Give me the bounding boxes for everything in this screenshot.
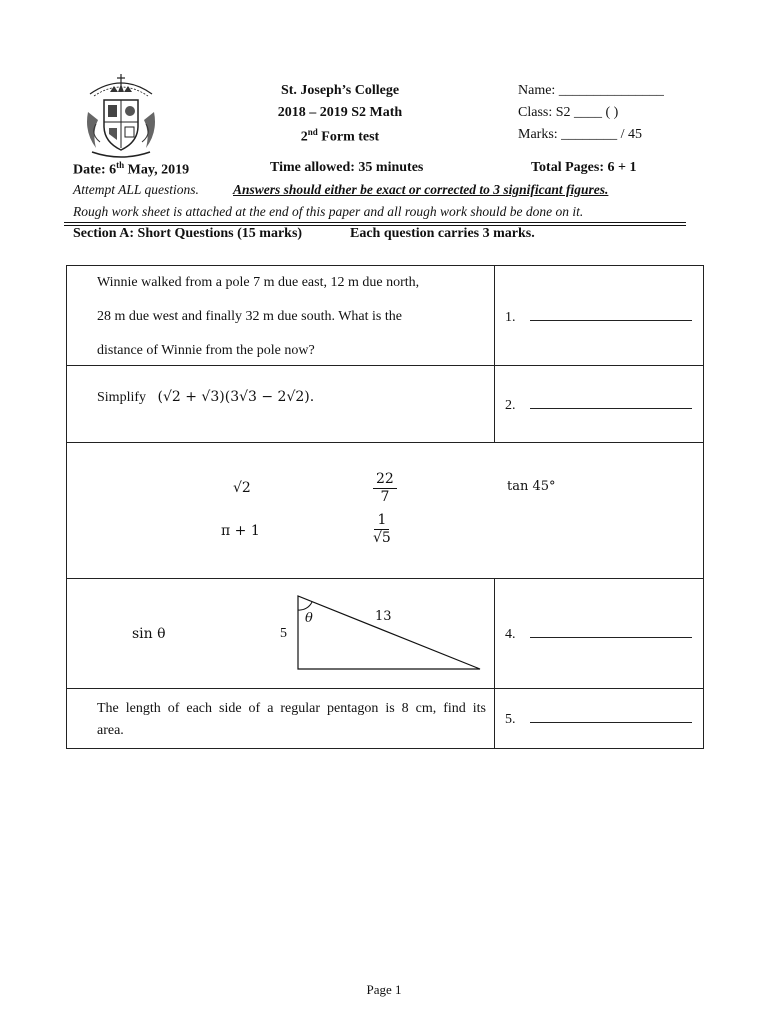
row-divider [67,578,703,579]
answer-5 [505,710,692,728]
question-5-line: The length of each side of a regular pentagon is 8 cm, find its [97,701,486,716]
test-title [250,127,430,146]
question-1-line: 28 m due west and finally 32 m due south. What is the [97,309,402,324]
year-subject: 2018 – 2019 S2 Math [277,105,403,120]
fraction-numerator: 22 [373,471,397,489]
fraction-denominator: 7 [380,489,390,505]
marks-field[interactable]: Marks: ________ / 45 [518,127,643,142]
total-pages: Total Pages: 6 + 1 [531,160,637,175]
question-1-text [97,266,486,368]
fraction-numerator: 1 [374,512,389,530]
school-crest-logo [82,72,160,160]
date-suffix: th [116,160,125,170]
question-3-item-fraction-22-7 [373,471,397,506]
row-divider [67,442,703,443]
page-number: Page 1 [366,982,402,997]
date-rest: May, 2019 [124,162,190,178]
section-title: Section A: Short Questions (15 marks) [73,226,303,241]
date-prefix: Date: 6 [73,162,117,178]
answer-1-number: 1. [505,310,516,325]
question-1-line: distance of Winnie from the pole now? [97,343,315,358]
question-3-item-fraction-1-sqrt5 [373,512,391,547]
rough-work-instruction: Rough work sheet is attached at the end of this paper and all rough work should be done on it. [73,204,584,219]
question-5-text [97,698,486,742]
answer-4-blank[interactable] [530,625,692,638]
exam-date [73,160,189,179]
question-3-item-tan45: tan 45° [507,479,556,494]
question-2-prefix: Simplify [97,390,147,405]
answer-5-blank[interactable] [530,710,692,723]
side-label-vertical: 5 [280,626,287,641]
questions-table [66,265,704,749]
question-1-line: Winnie walked from a pole 7 m due east, 12 m due north, [97,275,420,290]
name-field[interactable]: Name: _______________ [518,83,664,98]
question-3-item-sqrt2: √2 [233,480,251,496]
test-ordinal: 2 [300,129,308,145]
answer-5-number: 5. [505,712,516,727]
answer-4 [505,625,692,643]
school-name: St. Joseph’s College [280,83,400,98]
answer-1-blank[interactable] [530,308,692,321]
answer-2-blank[interactable] [530,396,692,409]
answer-1 [505,308,692,326]
angle-arc [298,602,312,610]
test-ordinal-suffix: nd [307,127,318,137]
answer-2 [505,396,692,414]
column-divider [494,266,495,443]
row-divider [67,688,703,689]
question-4-expression: sin θ [132,626,166,642]
side-label-hypotenuse: 13 [375,609,392,624]
attempt-instruction: Attempt ALL questions. [73,182,199,197]
question-3-item-pi-plus-1: π + 1 [221,523,260,539]
class-field[interactable]: Class: S2 ____ ( ) [518,105,619,120]
question-2-expression: (√2 + √3)(3√3 − 2√2). [157,389,315,405]
answer-4-number: 4. [505,627,516,642]
column-divider [494,578,495,749]
question-2-text [97,388,314,407]
right-triangle-diagram [272,586,492,676]
test-name: Form test [321,129,380,145]
answer-2-number: 2. [505,398,516,413]
time-allowed: Time allowed: 35 minutes [270,160,424,175]
answers-instruction: Answers should either be exact or corrected to 3 significant figures. [233,182,609,197]
header-divider [64,222,686,223]
angle-label-theta: θ [305,611,313,626]
triangle-shape [298,596,480,669]
question-5-line: area. [97,723,124,738]
fraction-denominator: √5 [373,530,391,546]
section-note: Each question carries 3 marks. [350,226,535,241]
